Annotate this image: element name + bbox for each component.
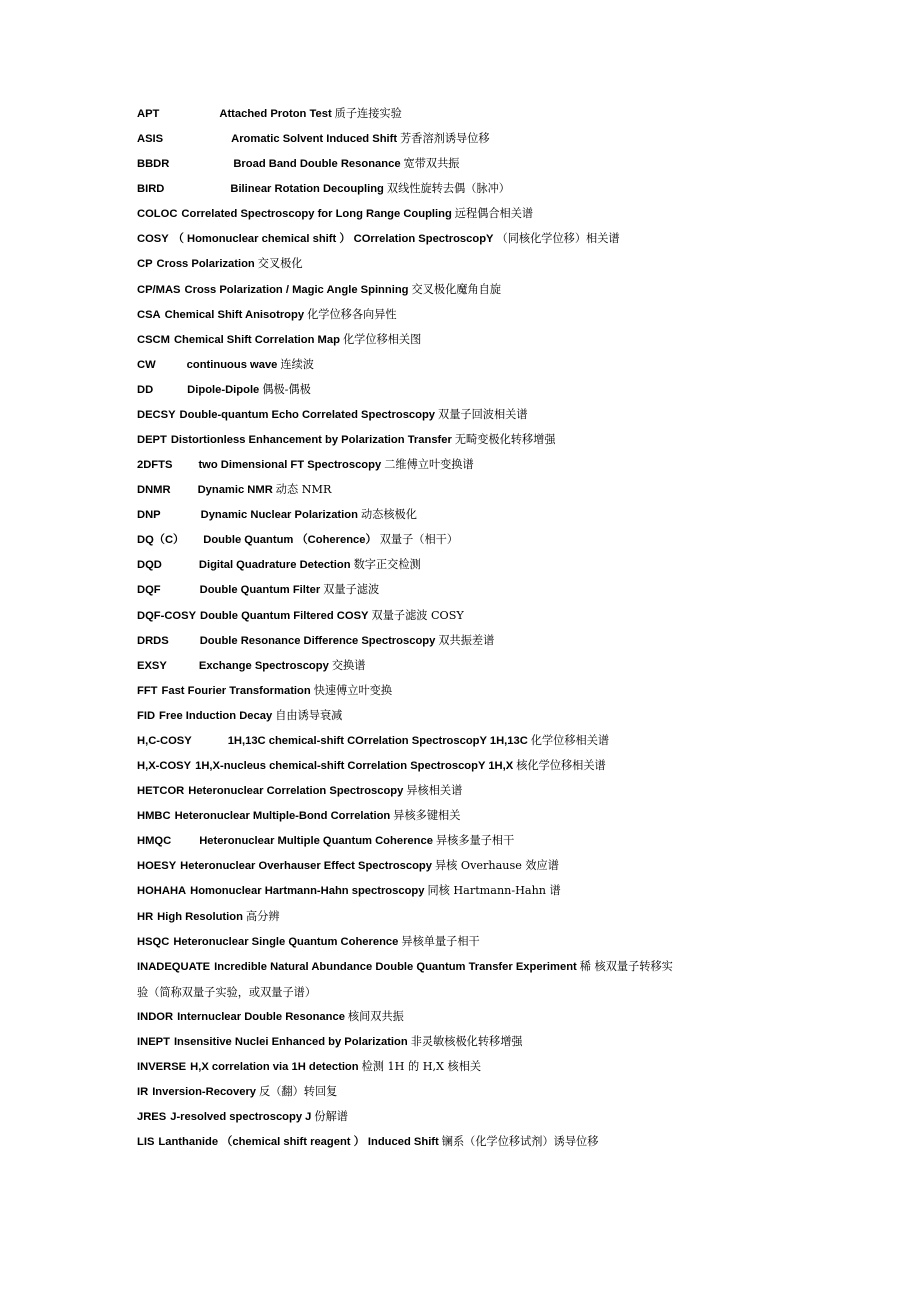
entry-abbreviation: HMQC bbox=[137, 835, 172, 848]
entry-english-term: Digital Quadrature Detection bbox=[198, 559, 351, 572]
entry-abbreviation: DQF-COSY bbox=[137, 609, 197, 622]
entry-english-term: Dynamic Nuclear Polarization bbox=[200, 509, 358, 522]
glossary-entry bbox=[137, 381, 837, 406]
entry-chinese-translation: 异核多键相关 bbox=[393, 809, 461, 823]
entry-chinese-translation: （同核化学位移）相关谱 bbox=[496, 232, 620, 246]
entry-abbreviation: CP bbox=[137, 258, 153, 271]
entry-abbreviation: DEPT bbox=[137, 434, 167, 447]
glossary-entry bbox=[137, 1033, 837, 1058]
glossary-entry bbox=[137, 958, 837, 1008]
entry-english-term: Double Quantum Filter bbox=[199, 584, 321, 597]
glossary-entry bbox=[137, 607, 837, 632]
entry-abbreviation: DQ（C） bbox=[137, 534, 185, 547]
glossary-entry bbox=[137, 757, 837, 782]
entry-chinese-translation: 动态 NMR bbox=[275, 483, 332, 497]
entry-chinese-translation: 质子连接实验 bbox=[334, 107, 402, 120]
entry-abbreviation: DQF bbox=[137, 584, 161, 597]
entry-chinese-translation: 检测 1H 的 H,X 核相关 bbox=[361, 1059, 482, 1073]
entry-english-term: Internuclear Double Resonance bbox=[177, 1010, 345, 1023]
entry-chinese-translation: 稀 核双量子转移实 bbox=[579, 959, 673, 973]
entry-chinese-translation: 化学位移各向异性 bbox=[307, 307, 397, 321]
entry-abbreviation: BIRD bbox=[137, 183, 165, 196]
glossary-entry bbox=[137, 632, 837, 657]
entry-english-term: Cross Polarization / Magic Angle Spinning bbox=[184, 283, 409, 296]
entry-english-term: Heteronuclear Multiple-Bond Correlation bbox=[174, 810, 391, 823]
glossary-entry bbox=[137, 657, 837, 682]
glossary-entry bbox=[137, 933, 837, 958]
glossary-entry bbox=[137, 331, 837, 356]
glossary-entry bbox=[137, 406, 837, 431]
entry-chinese-translation: 异核单量子相干 bbox=[401, 934, 480, 948]
entry-chinese-translation: 交叉极化魔角自旋 bbox=[411, 282, 502, 296]
entry-chinese-translation: 化学位移相关谱 bbox=[530, 733, 610, 747]
entry-abbreviation: HETCOR bbox=[137, 785, 185, 798]
glossary-entry bbox=[137, 1083, 837, 1108]
entry-chinese-translation: 动态核极化 bbox=[360, 508, 417, 522]
entry-english-term: Correlated Spectroscopy for Long Range Coupling bbox=[181, 208, 452, 221]
entry-abbreviation: DRDS bbox=[137, 634, 169, 647]
entry-english-term: Free Induction Decay bbox=[159, 709, 273, 722]
entry-english-term: Heteronuclear Correlation Spectroscopy bbox=[188, 785, 404, 798]
entry-english-term: Lanthanide （chemical shift reagent ） Induced Shift bbox=[158, 1136, 439, 1149]
entry-chinese-translation: 二维傅立叶变换谱 bbox=[384, 458, 474, 472]
entry-abbreviation: CW bbox=[137, 358, 156, 371]
glossary-entry bbox=[137, 281, 837, 306]
entry-chinese-translation-continued: 验（简称双量子实验，或双量子谱） bbox=[137, 985, 317, 999]
entry-english-term: H,X correlation via 1H detection bbox=[190, 1060, 359, 1073]
entry-abbreviation: HMBC bbox=[137, 810, 171, 823]
entry-chinese-translation: 交换谱 bbox=[331, 658, 366, 672]
entry-english-term: Double Quantum Filtered COSY bbox=[200, 609, 369, 622]
entry-chinese-translation: 无畸变极化转移增强 bbox=[454, 433, 556, 447]
entry-english-term: Heteronuclear Overhauser Effect Spectroscopy bbox=[180, 860, 432, 873]
entry-english-term: two Dimensional FT Spectroscopy bbox=[198, 459, 382, 472]
entry-english-term: continuous wave bbox=[186, 358, 278, 371]
entry-english-term: Distortionless Enhancement by Polarization Transfer bbox=[170, 434, 452, 447]
glossary-entry bbox=[137, 1008, 837, 1033]
glossary-entry bbox=[137, 707, 837, 732]
entry-chinese-translation: 双共振差谱 bbox=[438, 633, 495, 647]
glossary-entry bbox=[137, 581, 837, 606]
entry-english-term: Aromatic Solvent Induced Shift bbox=[231, 133, 398, 146]
entry-chinese-translation: 同核 Hartmann-Hahn 谱 bbox=[427, 884, 561, 898]
entry-english-term: Double Quantum （Coherence） bbox=[203, 534, 377, 547]
entry-chinese-translation: 偶极-偶极 bbox=[262, 382, 311, 396]
entry-chinese-translation: 份解谱 bbox=[314, 1110, 348, 1124]
entry-english-term: Chemical Shift Anisotropy bbox=[164, 308, 305, 321]
entry-chinese-translation: 核间双共振 bbox=[347, 1009, 404, 1023]
glossary-entry bbox=[137, 155, 837, 180]
glossary-entry bbox=[137, 431, 837, 456]
glossary-entry bbox=[137, 1133, 837, 1158]
entry-english-term: J-resolved spectroscopy J bbox=[170, 1111, 312, 1124]
entry-abbreviation: DECSY bbox=[137, 408, 176, 421]
entry-abbreviation: INVERSE bbox=[137, 1060, 187, 1073]
entry-english-term: Dynamic NMR bbox=[197, 484, 273, 497]
glossary-entry bbox=[137, 506, 837, 531]
entry-english-term: Insensitive Nuclei Enhanced by Polarization bbox=[173, 1035, 408, 1048]
entry-chinese-translation: 镧系（化学位移试剂）诱导位移 bbox=[441, 1135, 599, 1149]
entry-chinese-translation: 宽带双共振 bbox=[403, 157, 460, 171]
entry-abbreviation: COLOC bbox=[137, 208, 178, 221]
entry-abbreviation: COSY bbox=[137, 233, 169, 246]
glossary-entry bbox=[137, 105, 837, 130]
entry-abbreviation: FID bbox=[137, 709, 156, 722]
entry-chinese-translation: 数字正交检测 bbox=[353, 558, 421, 572]
nmr-abbreviation-glossary bbox=[137, 105, 837, 1158]
glossary-entry bbox=[137, 556, 837, 581]
entry-chinese-translation: 远程偶合相关谱 bbox=[454, 207, 534, 221]
entry-english-term: Heteronuclear Multiple Quantum Coherence bbox=[199, 835, 433, 848]
entry-abbreviation: CSA bbox=[137, 308, 161, 321]
entry-english-term: Incredible Natural Abundance Double Quantum Transfer Experiment bbox=[214, 960, 577, 973]
entry-chinese-translation: 双线性旋转去偶（脉冲） bbox=[386, 182, 510, 196]
entry-english-term: Homonuclear Hartmann-Hahn spectroscopy bbox=[190, 885, 425, 898]
entry-chinese-translation: 核化学位移相关谱 bbox=[516, 759, 606, 773]
entry-english-term: Broad Band Double Resonance bbox=[233, 158, 401, 171]
entry-chinese-translation: 非灵敏核极化转移增强 bbox=[410, 1034, 523, 1048]
entry-english-term: Inversion-Recovery bbox=[152, 1086, 257, 1099]
glossary-entry bbox=[137, 882, 837, 907]
entry-abbreviation: HSQC bbox=[137, 935, 170, 948]
glossary-entry bbox=[137, 908, 837, 933]
entry-abbreviation: DD bbox=[137, 383, 154, 396]
glossary-entry bbox=[137, 1108, 837, 1133]
entry-english-term: Dipole-Dipole bbox=[187, 383, 260, 396]
entry-abbreviation: BBDR bbox=[137, 158, 170, 171]
glossary-entry bbox=[137, 180, 837, 205]
entry-english-term: （ Homonuclear chemical shift ） COrrelation SpectroscopY bbox=[172, 233, 494, 246]
glossary-entry bbox=[137, 782, 837, 807]
entry-abbreviation: DQD bbox=[137, 559, 162, 572]
entry-chinese-translation: 异核多量子相干 bbox=[435, 834, 515, 848]
entry-chinese-translation: 双量子滤波 COSY bbox=[371, 608, 464, 622]
entry-abbreviation: EXSY bbox=[137, 659, 167, 672]
entry-abbreviation: HOHAHA bbox=[137, 885, 187, 898]
entry-english-term: Cross Polarization bbox=[156, 258, 255, 271]
entry-english-term: Attached Proton Test bbox=[219, 108, 332, 120]
entry-abbreviation: HR bbox=[137, 910, 154, 923]
entry-chinese-translation: 反（翻）转回复 bbox=[259, 1085, 338, 1099]
entry-english-term: Heteronuclear Single Quantum Coherence bbox=[173, 935, 399, 948]
entry-chinese-translation: 化学位移相关图 bbox=[342, 332, 422, 346]
entry-abbreviation: DNP bbox=[137, 509, 161, 522]
entry-chinese-translation: 异核 Overhause 效应谱 bbox=[434, 859, 559, 873]
glossary-entry bbox=[137, 481, 837, 506]
glossary-entry bbox=[137, 306, 837, 331]
entry-chinese-translation: 连续波 bbox=[280, 357, 314, 371]
glossary-entry bbox=[137, 230, 837, 255]
entry-chinese-translation: 芳香溶剂诱导位移 bbox=[400, 132, 490, 146]
entry-abbreviation: LIS bbox=[137, 1136, 155, 1149]
entry-english-term: High Resolution bbox=[157, 910, 243, 923]
entry-abbreviation: H,X-COSY bbox=[137, 760, 192, 773]
entry-english-term: Double-quantum Echo Correlated Spectroscopy bbox=[179, 408, 436, 421]
entry-abbreviation: INADEQUATE bbox=[137, 960, 211, 973]
entry-chinese-translation: 双量子回波相关谱 bbox=[438, 407, 528, 421]
glossary-entry bbox=[137, 807, 837, 832]
entry-abbreviation: DNMR bbox=[137, 484, 171, 497]
entry-english-term: 1H,X-nucleus chemical-shift Correlation SpectroscopY 1H,X bbox=[195, 760, 514, 773]
glossary-entry bbox=[137, 857, 837, 882]
entry-chinese-translation: 高分辨 bbox=[245, 909, 280, 923]
glossary-entry bbox=[137, 682, 837, 707]
entry-abbreviation: H,C-COSY bbox=[137, 734, 192, 747]
entry-abbreviation: 2DFTS bbox=[137, 459, 173, 472]
entry-chinese-translation: 双量子滤波 bbox=[323, 583, 380, 597]
glossary-entry bbox=[137, 456, 837, 481]
entry-english-term: Exchange Spectroscopy bbox=[198, 659, 329, 672]
glossary-entry bbox=[137, 205, 837, 230]
entry-english-term: 1H,13C chemical-shift COrrelation SpectroscopY 1H,13C bbox=[227, 734, 528, 747]
glossary-entry bbox=[137, 356, 837, 381]
entry-english-term: Double Resonance Difference Spectroscopy bbox=[199, 634, 436, 647]
entry-abbreviation: INDOR bbox=[137, 1010, 174, 1023]
glossary-entry bbox=[137, 732, 837, 757]
entry-abbreviation: CP/MAS bbox=[137, 283, 181, 296]
entry-abbreviation: IR bbox=[137, 1086, 149, 1099]
entry-abbreviation: FFT bbox=[137, 684, 158, 697]
entry-chinese-translation: 双量子（相干） bbox=[379, 533, 459, 547]
entry-english-term: Bilinear Rotation Decoupling bbox=[230, 183, 384, 196]
entry-abbreviation: APT bbox=[137, 108, 160, 120]
entry-chinese-translation: 异核相关谱 bbox=[406, 784, 463, 798]
entry-english-term: Fast Fourier Transformation bbox=[161, 684, 311, 697]
entry-abbreviation: JRES bbox=[137, 1111, 167, 1124]
entry-abbreviation: HOESY bbox=[137, 860, 177, 873]
glossary-entry bbox=[137, 531, 837, 556]
glossary-entry bbox=[137, 832, 837, 857]
entry-chinese-translation: 快速傅立叶变换 bbox=[313, 683, 393, 697]
glossary-entry bbox=[137, 130, 837, 155]
entry-chinese-translation: 自由诱导衰减 bbox=[275, 708, 343, 722]
entry-abbreviation: CSCM bbox=[137, 333, 170, 346]
entry-english-term: Chemical Shift Correlation Map bbox=[173, 333, 340, 346]
entry-chinese-translation: 交叉极化 bbox=[257, 257, 303, 271]
entry-abbreviation: INEPT bbox=[137, 1035, 170, 1048]
glossary-entry bbox=[137, 255, 837, 280]
entry-abbreviation: ASIS bbox=[137, 133, 164, 146]
glossary-entry bbox=[137, 1058, 837, 1083]
